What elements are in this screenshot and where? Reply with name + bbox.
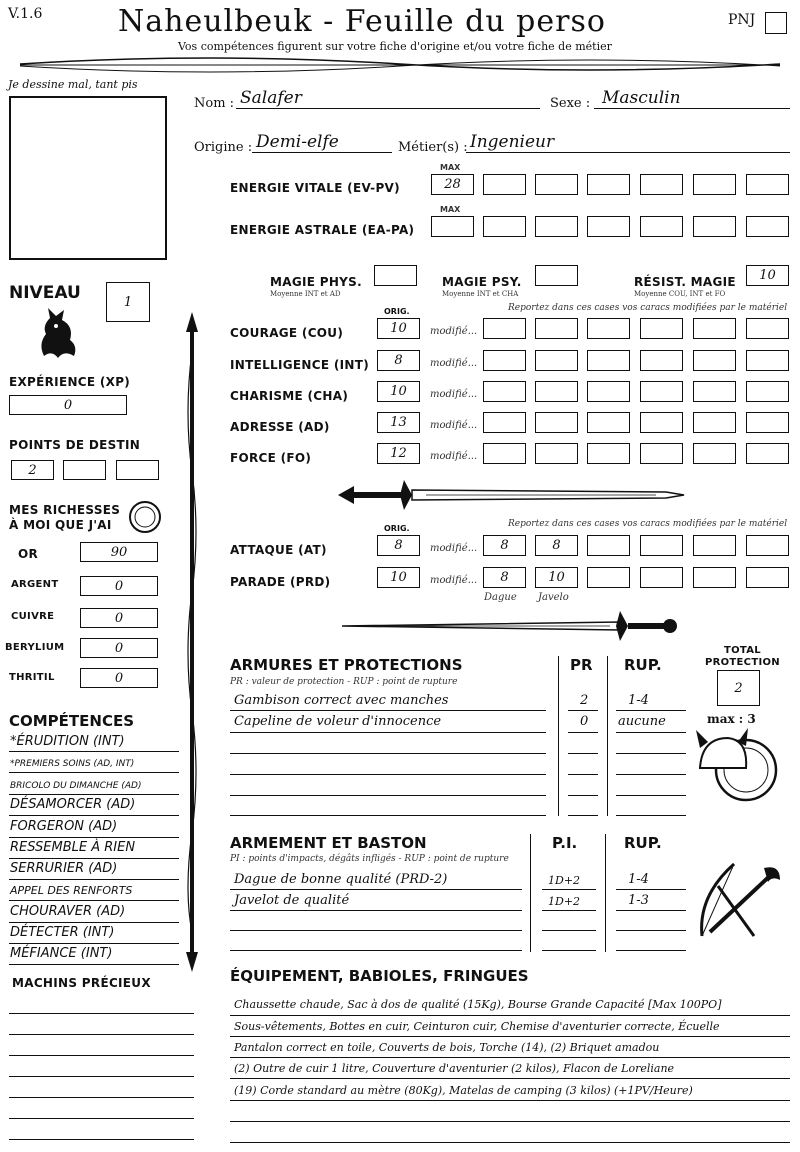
armement-col-pi: P.I. xyxy=(552,834,578,852)
equipement-line[interactable]: (2) Outre de cuir 1 litre, Couverture d'aventurier (2 kilos), Flacon de Loreliane xyxy=(234,1062,675,1075)
richesses-label-1: MES RICHESSES xyxy=(9,503,121,517)
sword-icon xyxy=(340,608,680,644)
equipement-label: ÉQUIPEMENT, BABIOLES, FRINGUES xyxy=(230,967,529,985)
ev-max-box[interactable]: 28 xyxy=(431,174,474,195)
combat-orig-label: ORIG. xyxy=(384,524,410,533)
armement-sub: PI : points d'impacts, dégâts infligés - RUP : point de rupture xyxy=(230,854,509,864)
armement-label: ARMEMENT ET BASTON xyxy=(230,834,427,852)
magie-phys-box[interactable] xyxy=(374,265,417,286)
thritil-label: THRITIL xyxy=(9,672,55,683)
competence-item[interactable]: APPEL DES RENFORTS xyxy=(10,884,133,897)
metier-label: Métier(s) : xyxy=(398,140,468,155)
armement-col-rup: RUP. xyxy=(624,834,662,852)
origine-field[interactable]: Demi-elfe xyxy=(256,132,339,152)
sexe-field[interactable]: Masculin xyxy=(602,88,681,108)
competence-item[interactable]: SERRURIER (AD) xyxy=(10,861,118,876)
competence-item[interactable]: RESSEMBLE À RIEN xyxy=(10,840,136,855)
magie-psy-box[interactable] xyxy=(535,265,578,286)
resist-magie-sub: Moyenne COU, INT et FO xyxy=(634,290,726,298)
helmet-shield-icon xyxy=(694,728,784,808)
coin-icon xyxy=(128,500,162,534)
sword-icon xyxy=(336,478,686,512)
cuivre-label: CUIVRE xyxy=(11,611,55,622)
competences-label: COMPÉTENCES xyxy=(9,712,135,730)
niveau-label: NIVEAU xyxy=(9,283,81,303)
argent-label: ARGENT xyxy=(11,579,59,590)
berylium-box[interactable]: 0 xyxy=(80,638,158,658)
weapons-icon xyxy=(694,856,784,942)
berylium-label: BERYLIUM xyxy=(5,642,65,653)
equipement-line[interactable]: Chaussette chaude, Sac à dos de qualité (15Kg), Bourse Grande Capacité [Max 100PO] xyxy=(234,998,722,1011)
page-title: Naheulbeuk - Feuille du perso xyxy=(118,4,606,39)
competence-item[interactable]: DÉSAMORCER (AD) xyxy=(10,797,136,812)
or-box[interactable]: 90 xyxy=(80,542,158,562)
col-label-javelo: Javelo xyxy=(538,592,569,603)
destin-label: POINTS DE DESTIN xyxy=(9,438,141,452)
metier-field[interactable]: Ingenieur xyxy=(470,132,555,152)
ev-max-label: MAX xyxy=(440,163,461,172)
page-subtitle: Vos compétences figurent sur votre fiche d'origine et/ou votre fiche de métier xyxy=(178,40,612,53)
richesses-label-2: À MOI QUE J'AI xyxy=(9,518,112,532)
competence-item[interactable]: FORGERON (AD) xyxy=(10,819,118,834)
col-label-dague: Dague xyxy=(484,592,517,603)
sexe-label: Sexe : xyxy=(550,96,591,111)
experience-box[interactable]: 0 xyxy=(9,395,127,415)
nom-field[interactable]: Salafer xyxy=(240,88,302,108)
total-protection-label-2: PROTECTION xyxy=(705,657,780,668)
magie-phys-label: MAGIE PHYS. xyxy=(270,275,362,289)
staff-icon xyxy=(180,312,204,972)
equipement-line[interactable]: (19) Corde standard au mètre (80Kg), Matelas de camping (3 kilos) (+1PV/Heure) xyxy=(234,1084,693,1097)
origine-label: Origine : xyxy=(194,140,253,155)
total-protection-box[interactable]: 2 xyxy=(717,670,760,706)
magie-psy-sub: Moyenne INT et CHA xyxy=(442,290,519,298)
magie-phys-sub: Moyenne INT et AD xyxy=(270,290,341,298)
competence-item[interactable]: *ÉRUDITION (INT) xyxy=(10,734,125,749)
destin-box-2[interactable] xyxy=(63,460,106,480)
competence-item[interactable]: *PREMIERS SOINS (AD, INT) xyxy=(10,759,135,769)
ea-max-box[interactable] xyxy=(431,216,474,237)
niveau-box[interactable]: 1 xyxy=(106,282,150,322)
caracs-note: Reportez dans ces cases vos caracs modifiées par le matériel xyxy=(508,303,788,313)
equipement-line[interactable]: Sous-vêtements, Bottes en cuir, Ceinturon cuir, Chemise d'aventurier correcte, Écuelle xyxy=(234,1020,720,1033)
armures-col-rup: RUP. xyxy=(624,656,662,674)
destin-box-1[interactable]: 2 xyxy=(11,460,54,480)
portrait-box[interactable] xyxy=(9,96,167,260)
armures-label: ARMURES ET PROTECTIONS xyxy=(230,656,463,674)
pnj-checkbox[interactable] xyxy=(765,12,787,34)
ea-max-label: MAX xyxy=(440,205,461,214)
pnj-label: PNJ xyxy=(728,12,756,28)
thritil-box[interactable]: 0 xyxy=(80,668,158,688)
nom-label: Nom : xyxy=(194,96,235,111)
equipement-line[interactable]: Pantalon correct en toile, Couverts de bois, Torche (14), (2) Briquet amadou xyxy=(234,1041,660,1054)
total-protection-max: max : 3 xyxy=(707,712,756,726)
version-label: V.1.6 xyxy=(8,6,43,22)
destin-box-3[interactable] xyxy=(116,460,159,480)
ev-label: ENERGIE VITALE (EV-PV) xyxy=(230,181,400,195)
or-label: OR xyxy=(18,547,39,561)
competence-item[interactable]: MÉFIANCE (INT) xyxy=(10,946,113,961)
portrait-caption: Je dessine mal, tant pis xyxy=(8,78,138,91)
resist-magie-label: RÉSIST. MAGIE xyxy=(634,275,736,289)
dragon-icon xyxy=(34,304,82,362)
cuivre-box[interactable]: 0 xyxy=(80,608,158,628)
experience-label: EXPÉRIENCE (XP) xyxy=(9,375,131,389)
competence-item[interactable]: CHOURAVER (AD) xyxy=(10,904,126,919)
armures-col-pr: PR xyxy=(570,656,593,674)
total-protection-label-1: TOTAL xyxy=(724,645,761,656)
argent-box[interactable]: 0 xyxy=(80,576,158,596)
competence-item[interactable]: DÉTECTER (INT) xyxy=(10,925,115,940)
ea-label: ENERGIE ASTRALE (EA-PA) xyxy=(230,223,415,237)
armures-sub: PR : valeur de protection - RUP : point de rupture xyxy=(230,677,458,687)
combat-note: Reportez dans ces cases vos caracs modifiées par le matériel xyxy=(508,519,788,529)
machins-label: MACHINS PRÉCIEUX xyxy=(12,976,151,990)
magie-psy-label: MAGIE PSY. xyxy=(442,275,522,289)
caracs-orig-label: ORIG. xyxy=(384,307,410,316)
header-ornament xyxy=(20,54,780,76)
resist-magie-box[interactable]: 10 xyxy=(746,265,789,286)
competence-item[interactable]: BRICOLO DU DIMANCHE (AD) xyxy=(10,781,142,791)
